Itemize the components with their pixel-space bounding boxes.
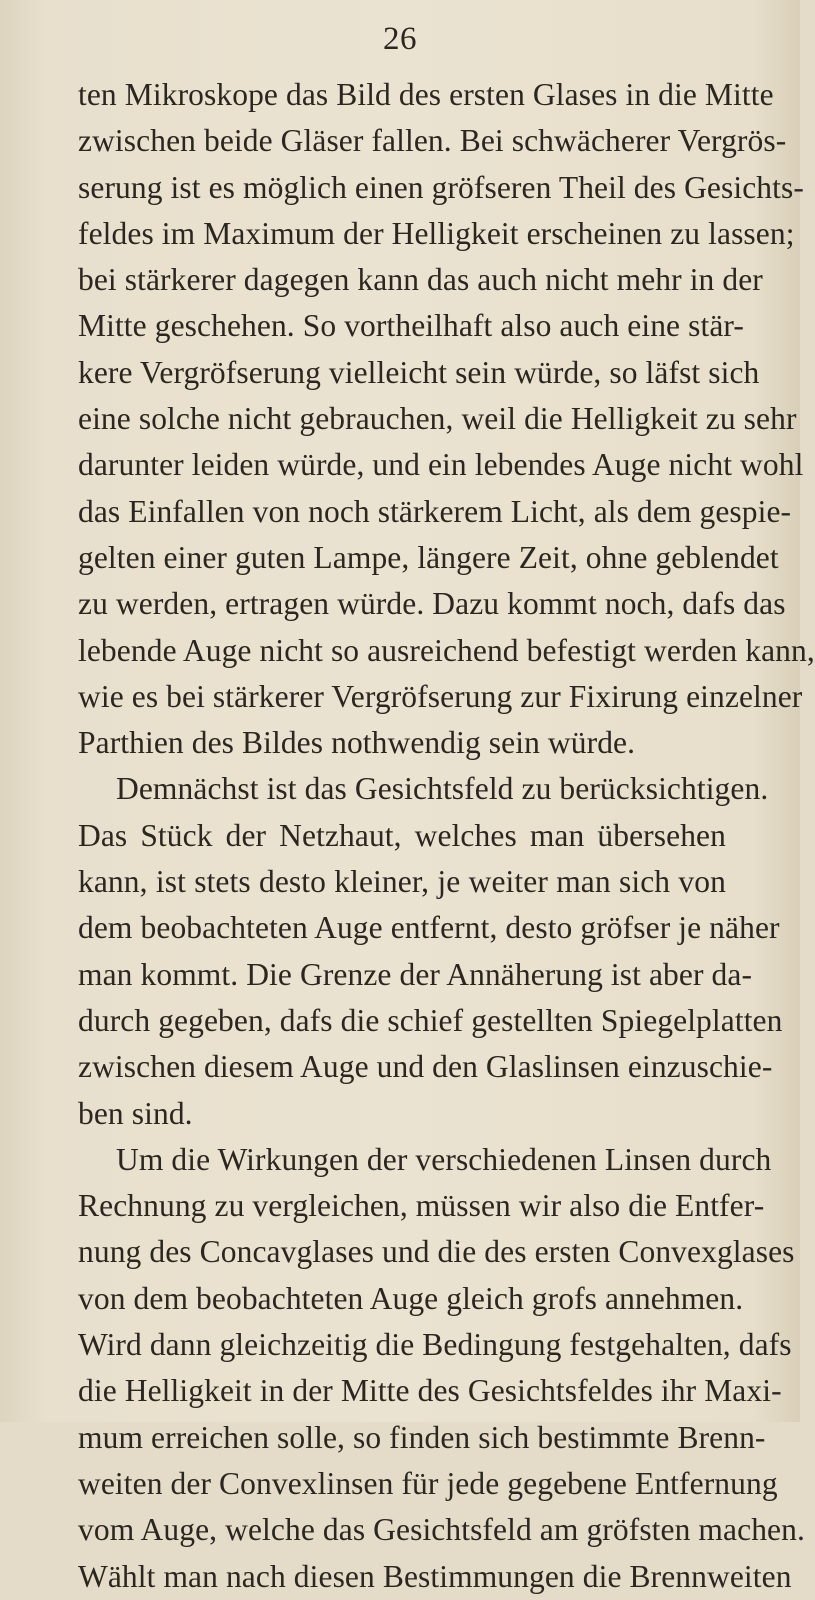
text-line: das Einfallen von noch stärkerem Licht, als dem gespie- <box>78 493 792 529</box>
text-line: feldes im Maximum der Helligkeit erscheinen zu lassen; <box>78 215 795 251</box>
text-line: zwischen beide Gläser fallen. Bei schwächerer Vergrös- <box>78 123 787 159</box>
text-line: kann, ist stets desto kleiner, je weiter man sich von <box>78 864 726 900</box>
text-line: wie es bei stärkerer Vergröfserung zur Fixirung einzelner <box>78 678 803 714</box>
text-line: serung ist es möglich einen gröfseren Theil des Gesichts- <box>78 169 804 205</box>
text-line: zu werden, ertragen würde. Dazu kommt noch, dafs das <box>78 586 786 622</box>
text-line: weiten der Convexlinsen für jede gegebene Entfernung <box>78 1465 778 1501</box>
text-line: vom Auge, welche das Gesichtsfeld am gröfsten machen. <box>78 1512 805 1548</box>
text-line: kere Vergröfserung vielleicht sein würde, so läfst sich <box>78 354 760 390</box>
text-line: man kommt. Die Grenze der Annäherung ist aber da- <box>78 956 753 992</box>
text-line: ben sind. <box>78 1095 193 1131</box>
text-line: ten Mikroskope das Bild des ersten Glases in die Mitte <box>78 77 774 112</box>
text-line: zwischen diesem Auge und den Glaslinsen einzuschie- <box>78 1049 773 1085</box>
text-line: mum erreichen solle, so finden sich bestimmte Brenn- <box>78 1419 766 1455</box>
text-line: Rechnung zu vergleichen, müssen wir also die Entfer- <box>78 1188 765 1224</box>
text-line: nung des Concavglases und die des ersten Convexglases <box>78 1234 795 1270</box>
text-line: Wird dann gleichzeitig die Bedingung festgehalten, dafs <box>78 1327 792 1363</box>
text-line: dem beobachteten Auge entfernt, desto gröfser je näher <box>78 910 780 946</box>
text-line: Wählt man nach diesen Bestimmungen die Brennweiten <box>78 1558 792 1594</box>
text-line: durch gegeben, dafs die schief gestellten Spiegelplatten <box>78 1002 783 1038</box>
text-line: Um die Wirkungen der verschiedenen Linsen durch <box>116 1141 772 1177</box>
body-text <box>78 72 815 1600</box>
text-line: Demnächst ist das Gesichtsfeld zu berücksichtigen. <box>116 771 769 807</box>
text-line: Das Stück der Netzhaut, welches man übersehen <box>78 817 726 853</box>
text-line: bei stärkerer dagegen kann das auch nicht mehr in der <box>78 262 763 298</box>
text-line: die Helligkeit in der Mitte des Gesichtsfeldes ihr Maxi- <box>78 1373 782 1409</box>
text-line: eine solche nicht gebrauchen, weil die Helligkeit zu sehr <box>78 401 797 437</box>
page-number: 26 <box>383 21 417 57</box>
text-line: lebende Auge nicht so ausreichend befestigt werden kann, <box>78 632 815 668</box>
text-line: gelten einer guten Lampe, längere Zeit, ohne geblendet <box>78 539 779 575</box>
text-line: darunter leiden würde, und ein lebendes Auge nicht wohl <box>78 447 804 483</box>
text-line: von dem beobachteten Auge gleich grofs annehmen. <box>78 1280 744 1316</box>
text-line: Mitte geschehen. So vortheilhaft also auch eine stär- <box>78 308 744 344</box>
text-line: Parthien des Bildes nothwendig sein würde. <box>78 725 636 761</box>
